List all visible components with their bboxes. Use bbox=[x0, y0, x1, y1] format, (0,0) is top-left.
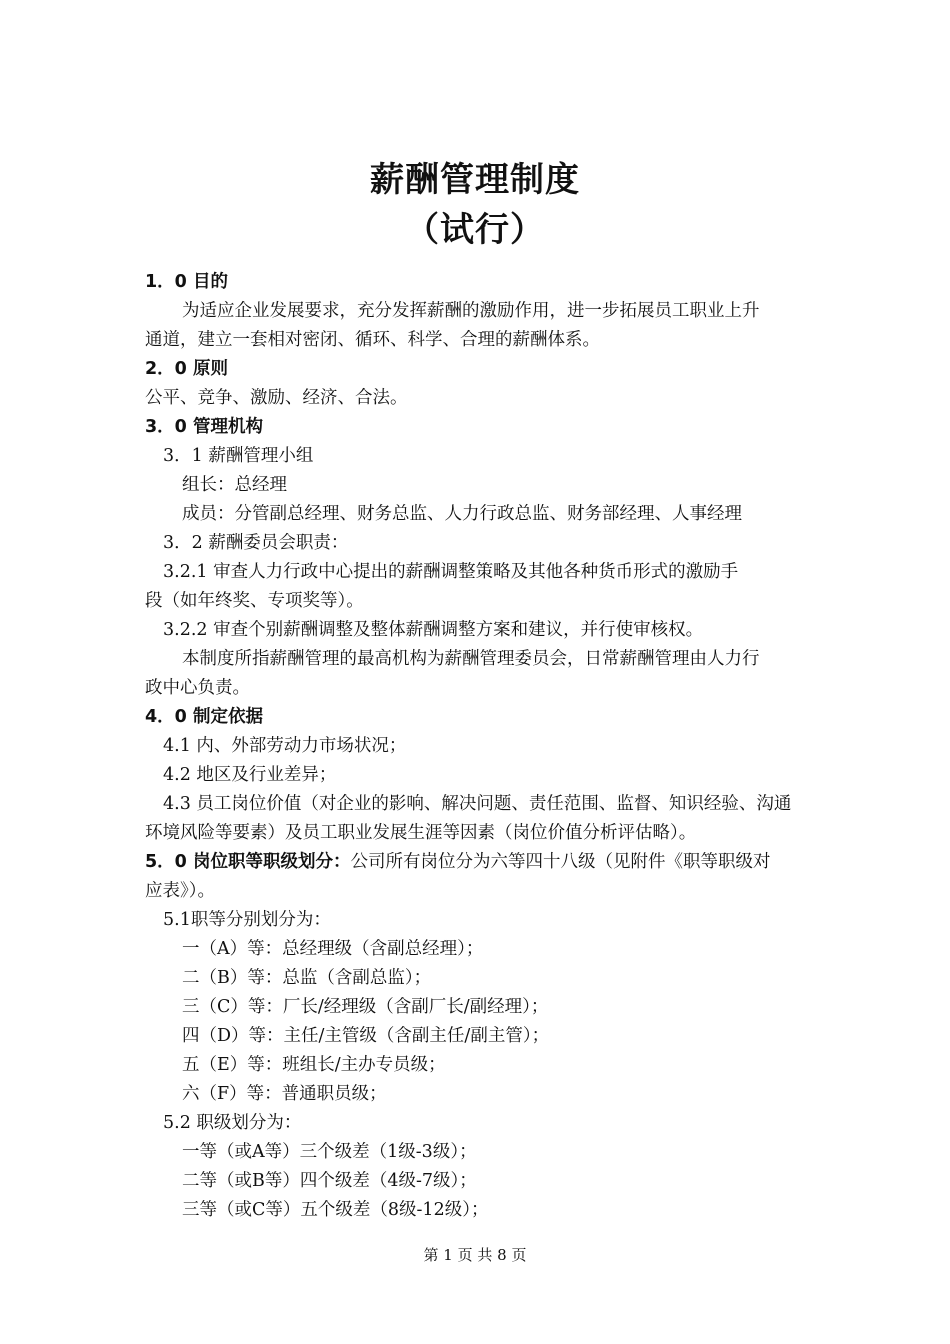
section-heading-3: 3．0 管理机构 bbox=[145, 417, 263, 437]
list-item: 4.1 内、外部劳动力市场状况； bbox=[163, 736, 407, 756]
page-footer: 第 1 页 共 8 页 bbox=[423, 1246, 527, 1264]
subsection-heading: 5.1职等分别划分为： bbox=[163, 910, 331, 930]
list-item: 六（F）等：普通职员级； bbox=[182, 1084, 387, 1104]
paragraph-text: 公司所有岗位分为六等四十八级（见附件《职等职级对 bbox=[350, 852, 771, 872]
list-item: 一等（或A等）三个级差（1级-3级）； bbox=[182, 1142, 477, 1162]
section-heading-2: 2．0 原则 bbox=[145, 359, 228, 379]
list-item: 二等（或B等）四个级差（4级-7级）； bbox=[182, 1171, 477, 1191]
paragraph-line: 4.3 员工岗位价值（对企业的影响、解决问题、责任范围、监督、知识经验、沟通 bbox=[163, 794, 792, 814]
subsection-heading: 3．1 薪酬管理小组 bbox=[163, 446, 314, 466]
list-item: 三等（或C等）五个级差（8级-12级）； bbox=[182, 1200, 489, 1220]
list-item: 组长：总经理 bbox=[182, 475, 287, 495]
paragraph-line: 段（如年终奖、专项奖等）。 bbox=[145, 591, 364, 611]
subsection-heading: 5.2 职级划分为： bbox=[163, 1113, 302, 1133]
document-title: 薪酬管理制度 bbox=[370, 160, 580, 200]
paragraph-line: 通道，建立一套相对密闭、循环、科学、合理的薪酬体系。 bbox=[145, 330, 600, 350]
list-item: 4.2 地区及行业差异； bbox=[163, 765, 337, 785]
list-item: 四（D）等：主任/主管级（含副主任/副主管）； bbox=[182, 1026, 550, 1046]
section-5-first-line bbox=[145, 848, 810, 877]
paragraph-line: 为适应企业发展要求，充分发挥薪酬的激励作用，进一步拓展员工职业上升 bbox=[182, 301, 760, 321]
section-heading-4: 4．0 制定依据 bbox=[145, 707, 263, 727]
list-item: 一（A）等：总经理级（含副总经理）； bbox=[182, 939, 484, 959]
list-item: 二（B）等：总监（含副总监）； bbox=[182, 968, 432, 988]
section-heading-1: 1．0 目的 bbox=[145, 272, 228, 292]
document-body bbox=[145, 268, 810, 1225]
document-subtitle: （试行） bbox=[405, 210, 545, 250]
list-item: 三（C）等：厂长/经理级（含副厂长/副经理）； bbox=[182, 997, 549, 1017]
subsection-heading: 3．2 薪酬委员会职责： bbox=[163, 533, 349, 553]
paragraph-line: 3.2.2 审查个别薪酬调整及整体薪酬调整方案和建议，并行使审核权。 bbox=[163, 620, 704, 640]
paragraph-line: 3.2.1 审查人力行政中心提出的薪酬调整策略及其他各种货币形式的激励手 bbox=[163, 562, 739, 582]
paragraph-line: 公平、竞争、激励、经济、合法。 bbox=[145, 388, 408, 408]
paragraph-line: 政中心负责。 bbox=[145, 678, 250, 698]
list-item: 成员：分管副总经理、财务总监、人力行政总监、财务部经理、人事经理 bbox=[182, 504, 742, 524]
section-heading-5: 5．0 岗位职等职级划分： bbox=[145, 852, 351, 872]
paragraph-line: 环境风险等要素）及员工职业发展生涯等因素（岗位价值分析评估略）。 bbox=[145, 823, 697, 843]
list-item: 五（E）等：班组长/主办专员级； bbox=[182, 1055, 446, 1075]
paragraph-line: 应表》）。 bbox=[145, 881, 215, 901]
paragraph-line: 本制度所指薪酬管理的最高机构为薪酬管理委员会，日常薪酬管理由人力行 bbox=[182, 649, 760, 669]
